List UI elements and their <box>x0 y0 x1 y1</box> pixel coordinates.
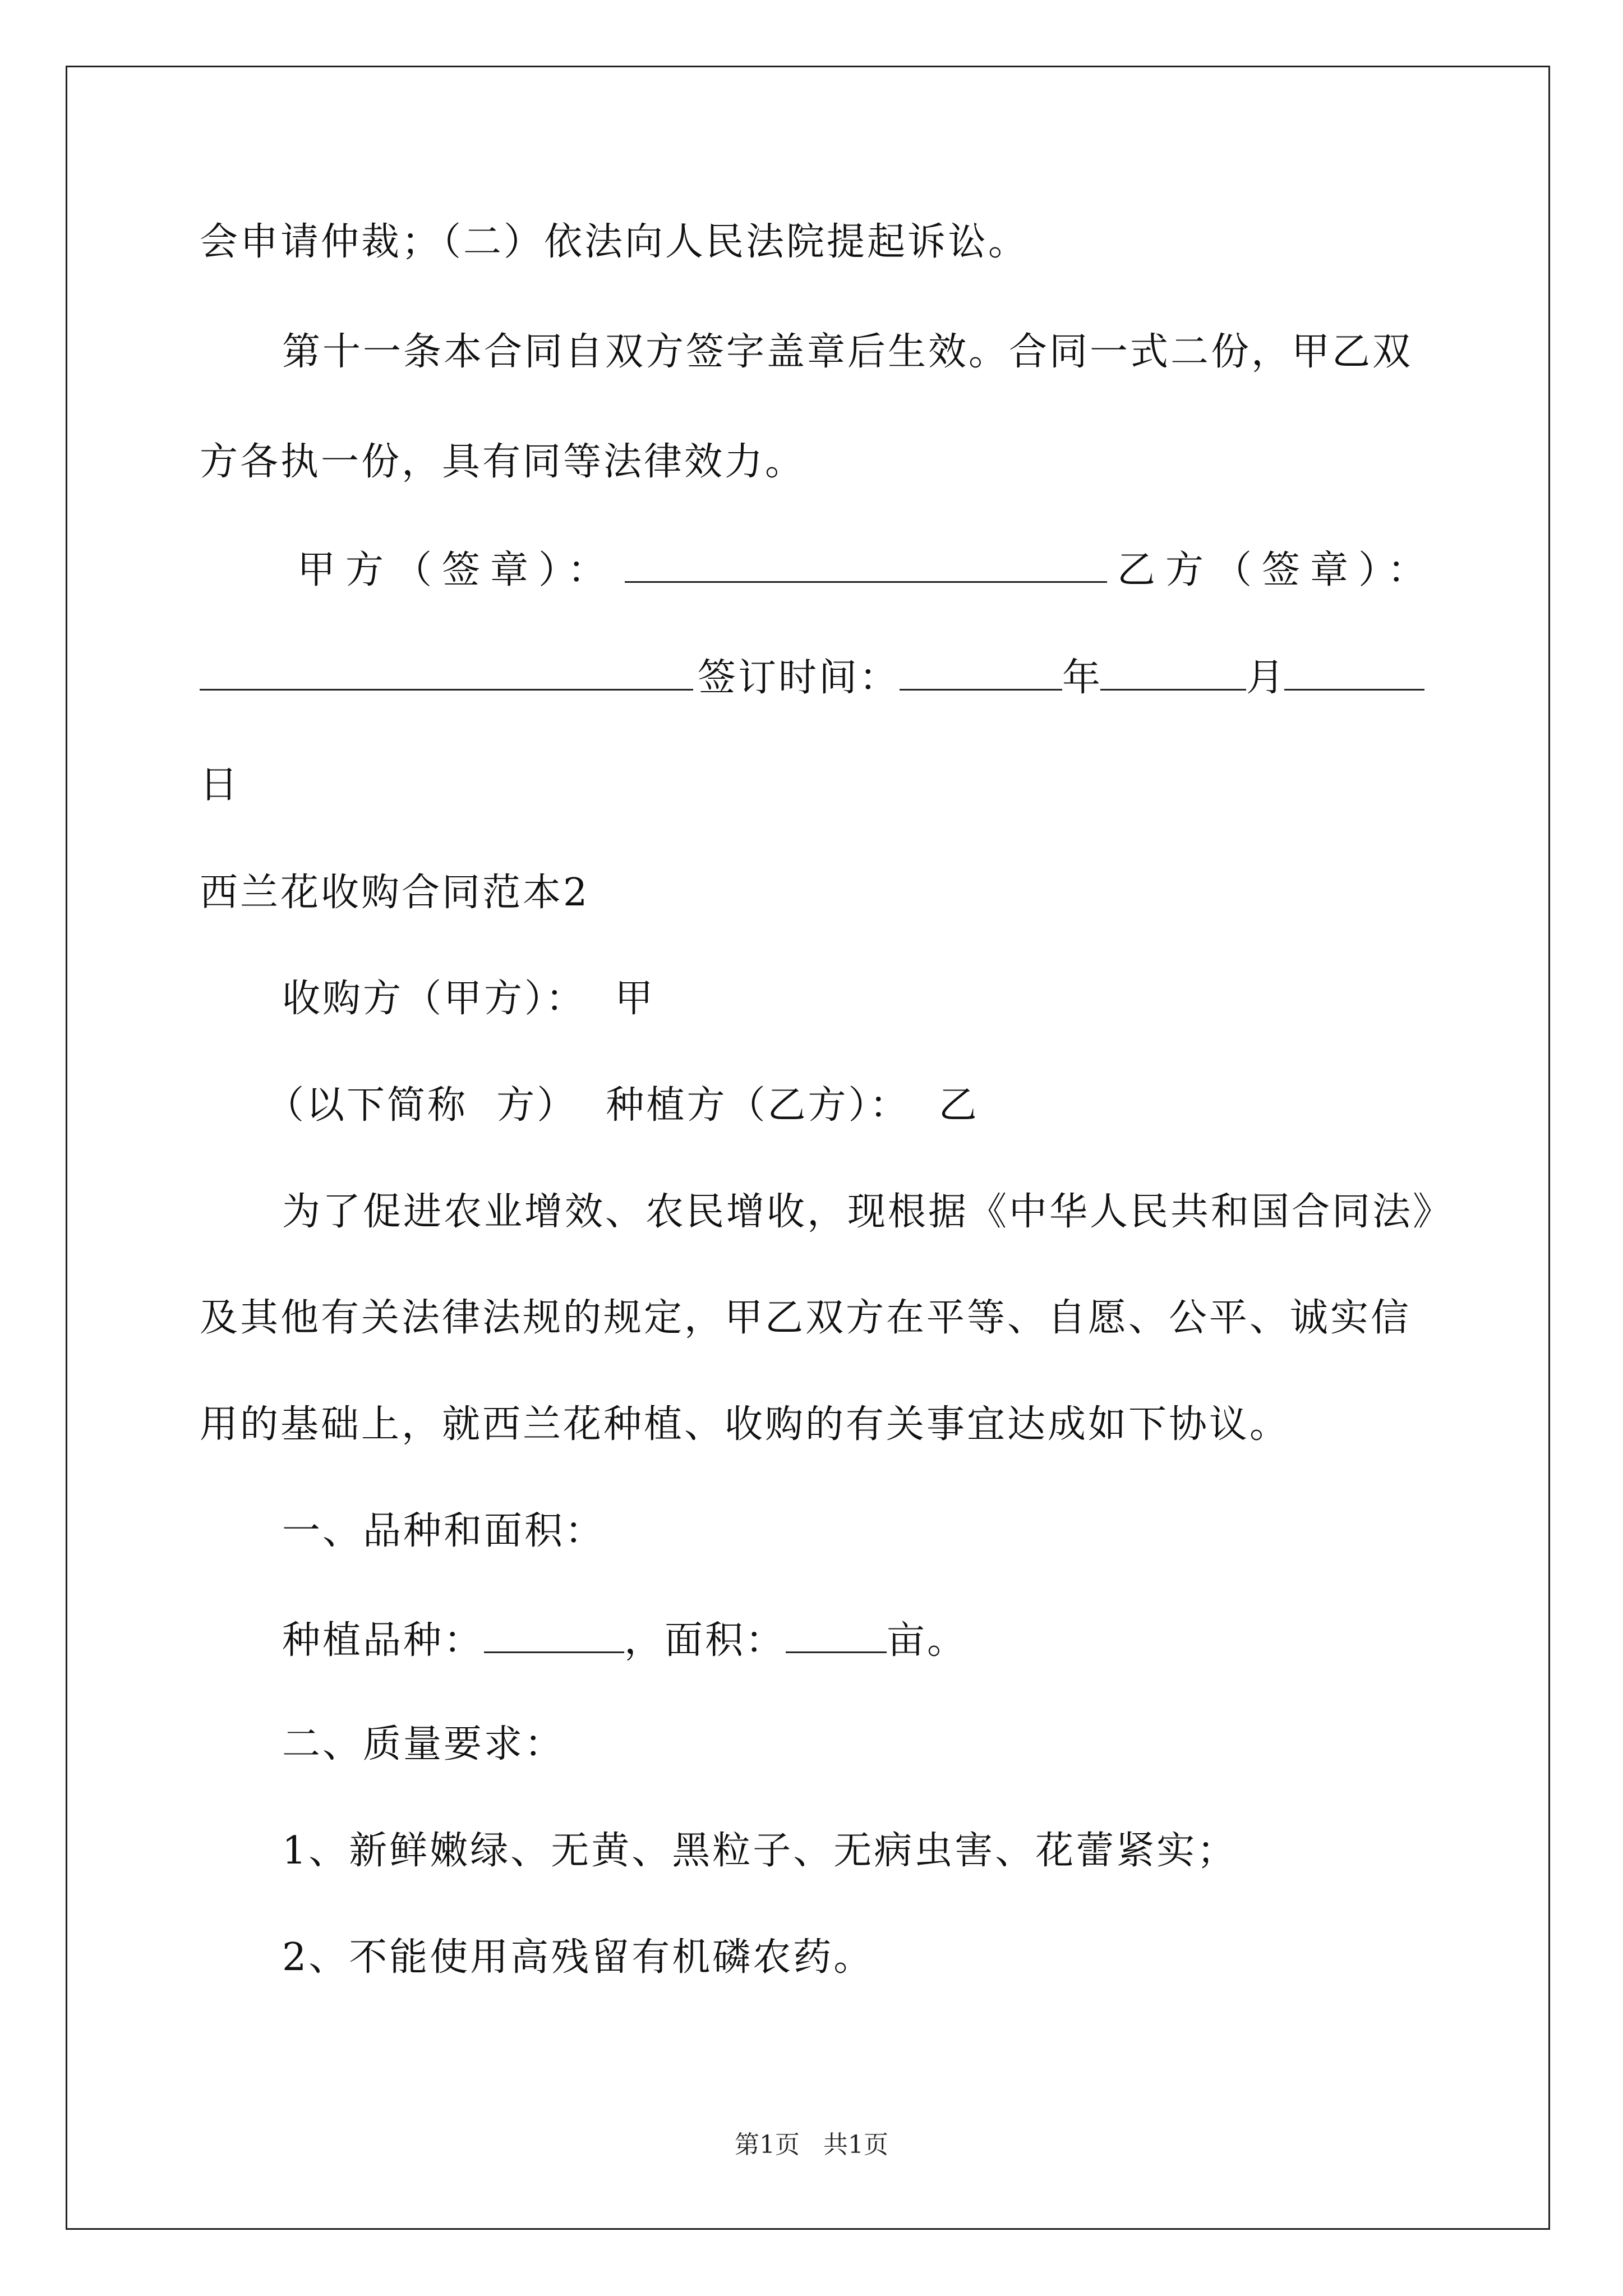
variety-blank <box>484 1619 624 1653</box>
clause-ten-end: 会申请仲裁；（二）依法向人民法院提起诉讼。 <box>200 220 1029 264</box>
party-a-signature-blank <box>625 549 1107 583</box>
buyer-party-line: 收购方（甲方）： 甲 <box>282 977 656 1021</box>
quality-item-1: 1、新鲜嫩绿、无黄、黑粒子、无病虫害、花蕾紧实； <box>282 1829 1238 1873</box>
year-label: 年 <box>1062 656 1101 700</box>
party-b-signature-blank <box>200 656 693 691</box>
clause-eleven-line1: 第十一条本合同自双方签字盖章后生效。合同一式二份，甲乙双 <box>282 330 1413 374</box>
preamble-line3: 用的基础上，就西兰花种植、收购的有关事宜达成如下协议。 <box>200 1402 1290 1447</box>
section-two-heading: 二、质量要求： <box>282 1722 565 1766</box>
contract-title-2: 西兰花收购合同范本2 <box>200 871 590 915</box>
variety-area-line <box>282 1618 968 1663</box>
area-label: ，面积： <box>624 1618 786 1663</box>
day-label: 日 <box>200 763 241 807</box>
month-blank <box>1100 656 1246 691</box>
month-label: 月 <box>1246 656 1285 700</box>
preamble-line2: 及其他有关法律法规的规定，甲乙双方在平等、自愿、公平、诚实信 <box>200 1296 1412 1340</box>
area-unit: 亩。 <box>887 1618 968 1663</box>
quality-item-2: 2、不能使用高残留有机磷农药。 <box>282 1935 874 1980</box>
signature-row <box>297 549 1436 590</box>
year-blank <box>900 656 1062 691</box>
area-blank <box>786 1619 887 1653</box>
party-b-signature-label: 乙方（签章）： <box>1117 548 1436 592</box>
day-blank <box>1284 656 1424 691</box>
section-one-heading: 一、品种和面积： <box>282 1509 606 1553</box>
page-frame <box>66 66 1550 2230</box>
clause-eleven-line2: 方各执一份，具有同等法律效力。 <box>200 440 806 484</box>
variety-label: 种植品种： <box>282 1618 485 1663</box>
grower-party-line: （以下简称 方） 种植方（乙方）： 乙 <box>266 1083 979 1128</box>
sign-date-row <box>200 656 1424 700</box>
preamble-line1: 为了促进农业增效、农民增收，现根据《中华人民共和国合同法》 <box>282 1190 1454 1234</box>
sign-time-label: 签订时间： <box>698 656 900 700</box>
party-a-signature-label: 甲方（签章）： <box>297 548 616 592</box>
page-footer: 第1页 共1页 <box>735 2131 888 2159</box>
